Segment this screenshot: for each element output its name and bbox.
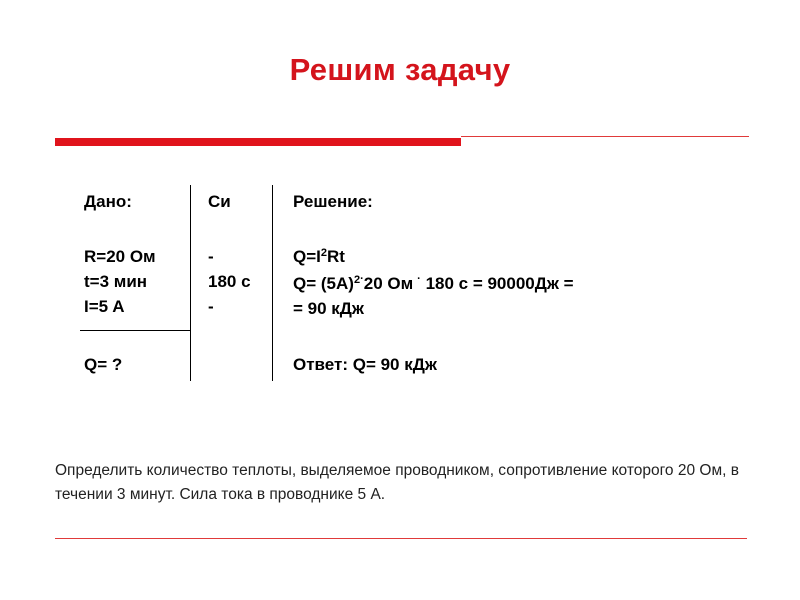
calc-part-b: 20 Ом	[363, 274, 414, 293]
si-time: 180 с	[208, 272, 251, 291]
bottom-rule	[55, 538, 747, 539]
given-divider	[80, 330, 190, 331]
solution-formula	[293, 245, 345, 268]
given-time: t=3 мин	[84, 272, 148, 291]
given-resistance: R=20 Ом	[84, 247, 156, 266]
title-underline-thin	[461, 136, 749, 137]
solution-calculation-continued: = 90 кДж	[293, 299, 364, 318]
calc-exponent: 2	[353, 274, 361, 286]
problem-statement: Определить количество теплоты, выделяемое проводником, сопротивление которого 20 Ом, в течении 3 минут. Сила тока в проводнике 5 А.	[55, 462, 739, 503]
calc-part-c: 180 с = 90000Дж =	[420, 274, 574, 293]
si-current: -	[208, 297, 214, 316]
calc-dot-1: ·	[360, 273, 364, 285]
solution-answer: Ответ: Q= 90 кДж	[293, 355, 437, 374]
si-header: Си	[208, 192, 231, 211]
given-current: I=5 A	[84, 297, 125, 316]
column-divider-si	[272, 185, 273, 381]
solution-header: Решение:	[293, 192, 373, 211]
formula-exponent: 2	[320, 247, 327, 259]
formula-base: Q=I	[293, 247, 321, 266]
slide-title: Решим задачу	[289, 52, 511, 87]
given-header: Дано:	[84, 192, 132, 211]
formula-tail: Rt	[327, 247, 345, 266]
si-resistance: -	[208, 247, 214, 266]
solution-calculation	[293, 272, 574, 295]
title-underline-thick	[55, 138, 461, 146]
calc-dot-2: ·	[417, 273, 421, 285]
given-unknown: Q= ?	[84, 355, 123, 374]
calc-part-a: Q= (5A)	[293, 274, 354, 293]
column-divider-given	[190, 185, 191, 381]
